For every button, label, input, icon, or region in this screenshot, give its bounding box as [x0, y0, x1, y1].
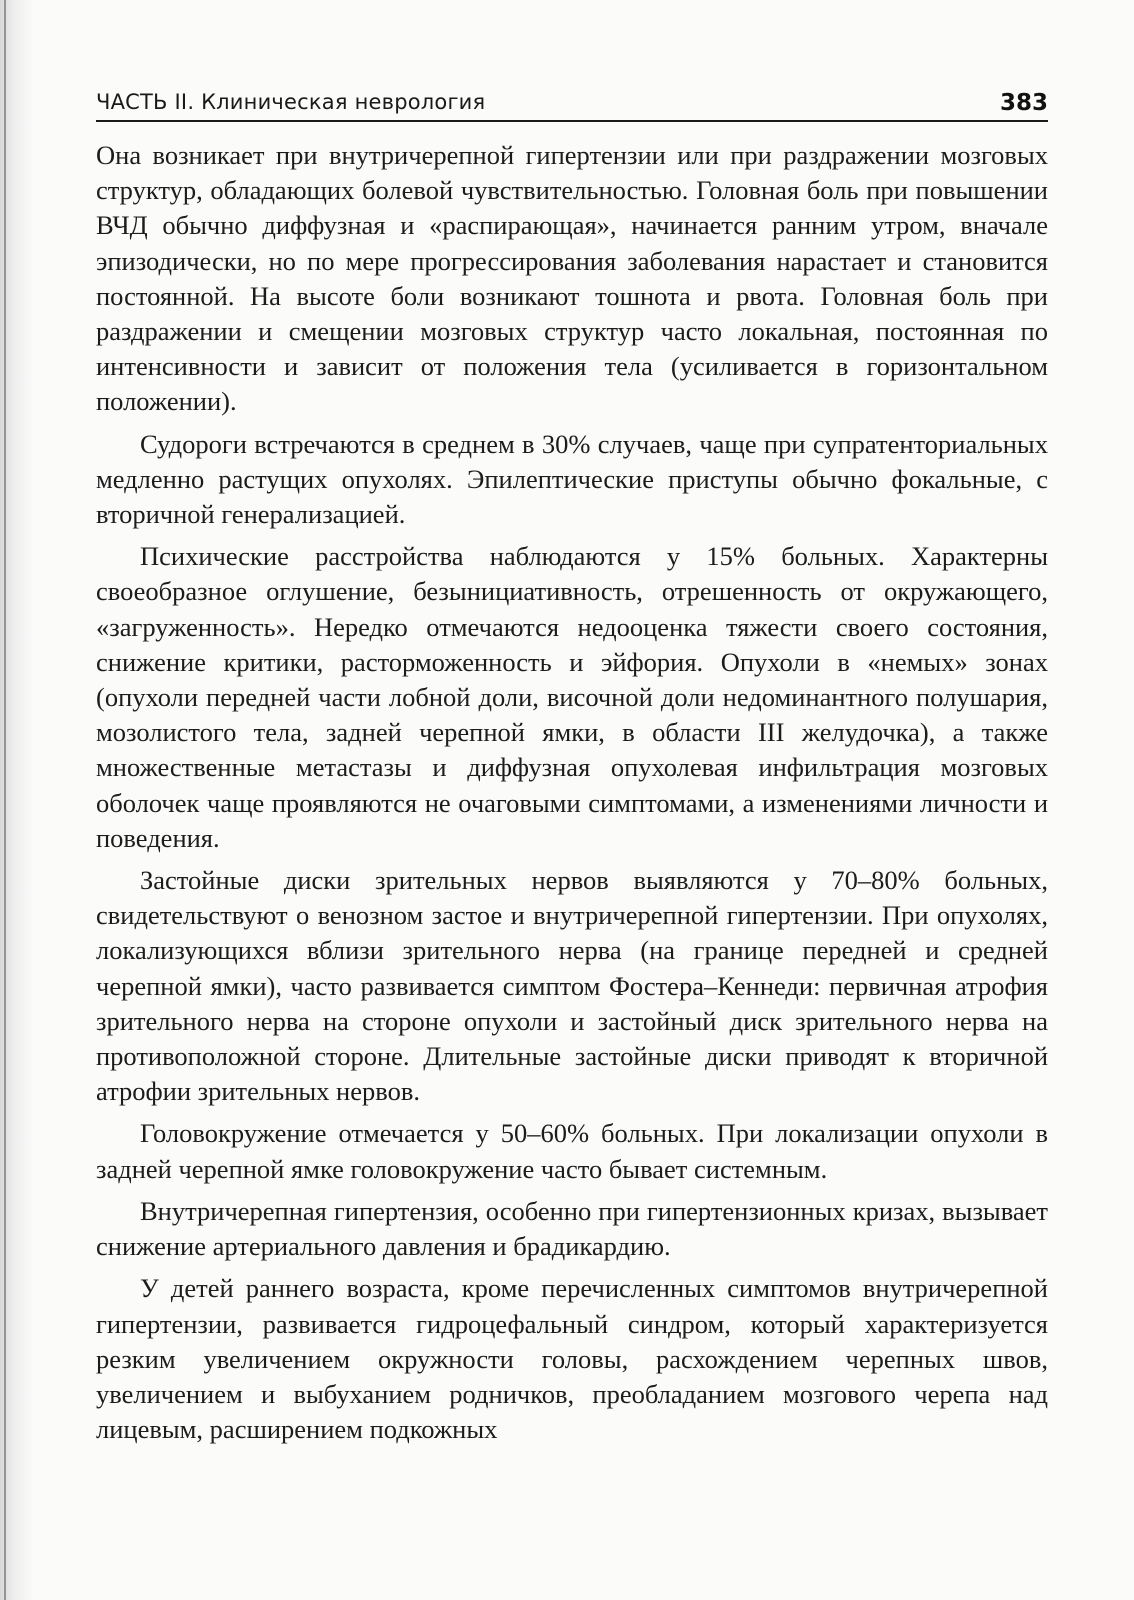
- body-text: [96, 138, 1048, 1454]
- paragraph-headache-continuation: Она возникает при внутричерепной гипертензии или при раздражении мозговых структур, обладающих болевой чувствительностью. Головная боль при повышении ВЧД обычно диффузная и «распирающая», начинается ранним утром, вначале эпизодически, но по мере прогрессирования заболевания нарастает и становится постоянной. На высоте боли возникают тошнота и рвота. Головная боль при раздражении и смещении мозговых структур часто локальная, постоянная по интенсивности и зависит от положения тела (усиливается в горизонтальном положении).: [96, 140, 1048, 417]
- paragraph-optic-discs: Застойные диски зрительных нервов выявляются у 70–80% больных, свидетельствуют о венозном застое и внутричерепной гипертензии. При опухолях, локализующихся вблизи зрительного нерва (на границе передней и средней черепной ямки), часто развивается симптом Фостера–Кеннеди: первичная атрофия зрительного нерва на стороне опухоли и застойный диск зрительного нерва на противоположной стороне. Длительные застойные диски приводят к вторичной атрофии зрительных нервов.: [96, 865, 1048, 1107]
- page-header: [96, 86, 1048, 122]
- running-title: ЧАСТЬ II. Клиническая неврология: [96, 90, 486, 114]
- paragraph-children: У детей раннего возраста, кроме перечисленных симптомов внутричерепной гипертензии, развивается гидроцефальный синдром, который характеризуется резким увеличением окружности головы, расхождением черепных швов, увеличением и выбуханием родничков, преобладанием мозгового черепа над лицевым, расширением подкожных: [96, 1273, 1048, 1445]
- paragraph-hypertension: Внутричерепная гипертензия, особенно при гипертензионных кризах, вызывает снижение артериального давления и брадикардию.: [96, 1195, 1048, 1262]
- page-number: 383: [999, 90, 1048, 116]
- paragraph-seizures: Судороги встречаются в среднем в 30% случаев, чаще при супратенториальных медленно растущих опухолях. Эпилептические приступы обычно фокальные, с вторичной генерализацией.: [96, 428, 1048, 530]
- paragraph-dizziness: Головокружение отмечается у 50–60% больных. При локализации опухоли в задней черепной ямке головокружение часто бывает системным.: [96, 1118, 1048, 1184]
- paragraph-mental-disorders: Психические расстройства наблюдаются у 15% больных. Характерны своеобразное оглушение, безынициативность, отрешенность от окружающего, «загруженность». Нередко отмечаются недооценка тяжести своего состояния, снижение критики, расторможенность и эйфория. Опухоли в «немых» зонах (опухоли передней части лобной доли, височной доли недоминантного полушария, мозолистого тела, задней черепной ямки, в области III желудочка), а также множественные метастазы и диффузная опухолевая инфильтрация мозговых оболочек чаще проявляются не очаговыми симптомами, а изменениями личности и поведения.: [96, 541, 1048, 853]
- binding-edge: [4, 0, 6, 1600]
